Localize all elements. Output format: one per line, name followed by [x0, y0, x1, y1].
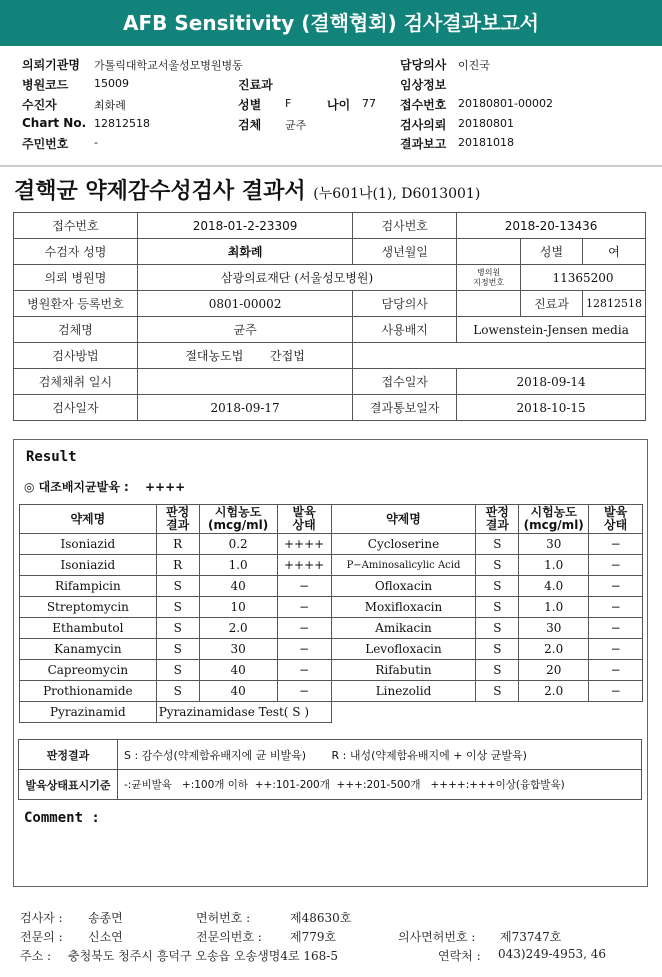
institution-value: 가톨릭대학교서울성모병원병동 — [94, 59, 243, 72]
right-growth-cell: − — [589, 639, 643, 660]
judge-legend-s: S : 감수성(약제함유배지에 균 비발육) — [124, 748, 307, 762]
right-judge-cell: S — [476, 618, 519, 639]
right-conc-cell: 1.0 — [519, 597, 589, 618]
tester-label: 검사자 : — [20, 911, 63, 925]
hospital-code-value: 15009 — [94, 77, 129, 90]
left-conc-cell: 10 — [199, 597, 277, 618]
right-judge-cell: S — [476, 681, 519, 702]
header-drug-2: 약제명 — [331, 505, 476, 534]
result-section — [13, 439, 648, 887]
right-growth-cell: − — [589, 576, 643, 597]
request-label: 검사의뢰 — [400, 118, 447, 132]
reg-label: 병원환자 등록번호 — [14, 291, 138, 317]
control-label: ◎ 대조배지균발육 : — [24, 480, 129, 494]
right-drug-cell: P−Aminosalicylic Acid — [331, 555, 476, 576]
sex-cell: 여 — [582, 239, 645, 265]
right-drug-cell: Rifabutin — [331, 660, 476, 681]
dept-cell: 12812518 — [582, 291, 645, 317]
drug-table — [19, 504, 643, 723]
drug-table-body — [20, 534, 643, 723]
header-judge-2: 판정 결과 — [476, 505, 519, 534]
doctor-license-label: 의사면허번호 : — [398, 930, 476, 944]
document-title-text: 결핵균 약제감수성검사 결과서 — [14, 178, 306, 204]
method-1: 절대농도법 — [185, 349, 244, 363]
left-conc-cell: 40 — [199, 660, 277, 681]
right-conc-cell: 20 — [519, 660, 589, 681]
drug-table-header — [20, 505, 643, 534]
hospital-name: 삼광의료재단 (서울성모병원) — [137, 265, 456, 291]
reg-no: 0801-00002 — [137, 291, 352, 317]
right-conc-cell: 2.0 — [519, 639, 589, 660]
table-row-pyrazinamid — [20, 702, 643, 723]
left-growth-cell: ++++ — [277, 555, 331, 576]
collect-label: 검체채취 일시 — [14, 369, 138, 395]
right-growth-cell: − — [589, 681, 643, 702]
sex-label: 성별 — [238, 98, 262, 112]
media-label: 사용배지 — [353, 317, 457, 343]
right-growth-cell: − — [589, 597, 643, 618]
id-value: - — [94, 136, 98, 149]
right-judge-cell: S — [476, 660, 519, 681]
table-row — [20, 576, 643, 597]
left-conc-cell: 40 — [199, 681, 277, 702]
left-conc-cell: 40 — [199, 576, 277, 597]
growth-legend-label: 발육상태표시기준 — [19, 770, 118, 800]
table-row — [20, 660, 643, 681]
left-conc-cell: 2.0 — [199, 618, 277, 639]
spec-license-value: 제779호 — [290, 930, 337, 944]
designated-no: 11365200 — [521, 265, 646, 291]
judge-legend — [118, 740, 642, 770]
right-judge-cell: S — [476, 639, 519, 660]
left-drug-cell: Isoniazid — [20, 534, 157, 555]
receipt-label: 접수번호 — [400, 98, 447, 112]
header-conc-2: 시험농도 (mcg/ml) — [519, 505, 589, 534]
right-drug-cell: Cycloserine — [331, 534, 476, 555]
specimen-label: 검체 — [238, 118, 262, 132]
right-growth-cell: − — [589, 534, 643, 555]
left-growth-cell: − — [277, 639, 331, 660]
report-meta — [0, 50, 662, 162]
specimen-cell: 균주 — [137, 317, 352, 343]
designated-label — [457, 265, 521, 291]
table-row — [20, 681, 643, 702]
institution-label: 의뢰기관명 — [22, 58, 80, 72]
collect-value — [137, 369, 352, 395]
left-drug-cell: Capreomycin — [20, 660, 157, 681]
specialist-label: 전문의 : — [20, 930, 63, 944]
left-judge-cell: S — [156, 618, 199, 639]
designated-label-2: 지정번호 — [473, 277, 505, 287]
right-judge-cell: S — [476, 597, 519, 618]
receipt-no-label: 접수번호 — [14, 213, 138, 239]
left-judge-cell: S — [156, 576, 199, 597]
header-judge: 판정 결과 — [156, 505, 199, 534]
report-date-label: 결과보고 — [400, 137, 447, 151]
document-subtitle: (누601나(1), D6013001) — [313, 186, 481, 202]
left-judge-cell: R — [156, 555, 199, 576]
specimen-value: 균주 — [285, 119, 307, 132]
left-judge-cell: S — [156, 681, 199, 702]
table-row — [20, 534, 643, 555]
doctor-license-value: 제73747호 — [500, 930, 562, 944]
left-conc-cell: 30 — [199, 639, 277, 660]
license-value: 제48630호 — [290, 911, 352, 925]
receipt-value: 20180801-00002 — [458, 97, 553, 110]
right-conc-cell: 30 — [519, 618, 589, 639]
specimen-cell-label: 검체명 — [14, 317, 138, 343]
clinical-label: 임상정보 — [400, 78, 447, 92]
right-growth-cell: − — [589, 618, 643, 639]
contact-label: 연락처 : — [438, 949, 481, 963]
accept-date: 2018-09-14 — [457, 369, 646, 395]
doctor-label: 담당의사 — [400, 58, 447, 72]
right-drug-cell: Linezolid — [331, 681, 476, 702]
header-growth-2: 발육 상태 — [589, 505, 643, 534]
comment-label: Comment : — [24, 810, 100, 826]
left-drug-cell: Streptomycin — [20, 597, 157, 618]
pyrazinamid-test: Pyrazinamidase Test( S ) — [156, 702, 331, 723]
method-value — [137, 343, 352, 369]
report-date-value: 20181018 — [458, 136, 514, 149]
age-value: 77 — [362, 97, 376, 110]
doctor-value: 이진국 — [458, 59, 490, 72]
dept-cell-label: 진료과 — [521, 291, 583, 317]
left-growth-cell: − — [277, 660, 331, 681]
header-drug: 약제명 — [20, 505, 157, 534]
left-drug-cell: Rifampicin — [20, 576, 157, 597]
left-growth-cell: − — [277, 681, 331, 702]
media-value: Lowenstein-Jensen media — [457, 317, 646, 343]
exam-date: 2018-09-17 — [137, 395, 352, 421]
left-drug-cell: Isoniazid — [20, 555, 157, 576]
left-conc-cell: 0.2 — [199, 534, 277, 555]
notify-date: 2018-10-15 — [457, 395, 646, 421]
left-growth-cell: − — [277, 576, 331, 597]
hospital-code-label: 병원코드 — [22, 78, 69, 92]
spec-license-label: 전문의번호 : — [196, 930, 262, 944]
chart-label: Chart No. — [22, 116, 87, 130]
designated-label-1: 병의원 — [476, 267, 501, 277]
left-drug-cell: Ethambutol — [20, 618, 157, 639]
request-value: 20180801 — [458, 117, 514, 130]
header-conc: 시험농도 (mcg/ml) — [199, 505, 277, 534]
left-drug-cell: Kanamycin — [20, 639, 157, 660]
right-conc-cell: 1.0 — [519, 555, 589, 576]
tester-value: 송종면 — [88, 911, 123, 925]
sex-value: F — [285, 97, 292, 110]
license-label: 면허번호 : — [196, 911, 251, 925]
age-label: 나이 — [327, 98, 351, 112]
doctor-cell — [457, 291, 521, 317]
exam-date-label: 검사일자 — [14, 395, 138, 421]
address-label: 주소 : — [20, 949, 52, 963]
method-2: 간접법 — [270, 349, 305, 363]
right-growth-cell: − — [589, 555, 643, 576]
notify-label: 결과통보일자 — [353, 395, 457, 421]
hospital-label: 의뢰 병원명 — [14, 265, 138, 291]
receipt-no: 2018-01-2-23309 — [137, 213, 352, 239]
id-label: 주민번호 — [22, 137, 69, 151]
address-value: 충청북도 청주시 흥덕구 오송읍 오송생명4로 168-5 — [68, 949, 338, 963]
left-growth-cell: − — [277, 618, 331, 639]
result-title: Result — [26, 449, 77, 465]
document-title — [14, 174, 480, 205]
left-judge-cell: R — [156, 534, 199, 555]
left-judge-cell: S — [156, 597, 199, 618]
right-drug-cell: Levofloxacin — [331, 639, 476, 660]
right-drug-cell: Amikacin — [331, 618, 476, 639]
table-row — [20, 597, 643, 618]
report-header — [0, 0, 662, 46]
right-judge-cell: S — [476, 555, 519, 576]
left-conc-cell: 1.0 — [199, 555, 277, 576]
right-growth-cell: − — [589, 660, 643, 681]
method-label: 검사방법 — [14, 343, 138, 369]
legend-table — [18, 739, 642, 800]
judge-legend-label: 판정결과 — [19, 740, 118, 770]
control-growth — [24, 478, 185, 495]
info-table — [13, 212, 646, 421]
accept-label: 접수일자 — [353, 369, 457, 395]
contact-value: 043)249-4953, 46 — [498, 947, 606, 961]
patient-name: 최화례 — [137, 239, 352, 265]
right-conc-cell: 4.0 — [519, 576, 589, 597]
pyrazinamid-empty — [331, 702, 642, 723]
dept-label: 진료과 — [238, 78, 273, 92]
right-judge-cell: S — [476, 576, 519, 597]
report-footer — [0, 905, 662, 975]
doctor-cell-label: 담당의사 — [353, 291, 457, 317]
right-judge-cell: S — [476, 534, 519, 555]
right-drug-cell: Moxifloxacin — [331, 597, 476, 618]
left-judge-cell: S — [156, 639, 199, 660]
table-row — [20, 639, 643, 660]
divider — [0, 165, 662, 167]
judge-legend-r: R : 내성(약제함유배지에 + 이상 균발육) — [331, 748, 527, 762]
pyrazinamid-drug: Pyrazinamid — [20, 702, 157, 723]
left-drug-cell: Prothionamide — [20, 681, 157, 702]
left-growth-cell: − — [277, 597, 331, 618]
left-judge-cell: S — [156, 660, 199, 681]
report-title: AFB Sensitivity (결핵협회) 검사결과보고서 — [123, 11, 539, 35]
birth-value — [457, 239, 521, 265]
growth-legend: -:균비발육 +:100개 이하 ++:101-200개 +++:201-500개 ++++:+++이상(융합발육) — [118, 770, 642, 800]
right-conc-cell: 30 — [519, 534, 589, 555]
specialist-value: 신소연 — [88, 930, 123, 944]
birth-label: 생년월일 — [353, 239, 457, 265]
patient-label: 수진자 — [22, 98, 57, 112]
left-growth-cell: ++++ — [277, 534, 331, 555]
exam-no: 2018-20-13436 — [457, 213, 646, 239]
right-drug-cell: Ofloxacin — [331, 576, 476, 597]
table-row — [20, 618, 643, 639]
method-empty — [353, 343, 646, 369]
control-value: ++++ — [144, 480, 186, 494]
patient-name-label: 수검자 성명 — [14, 239, 138, 265]
exam-no-label: 검사번호 — [353, 213, 457, 239]
sex-cell-label: 성별 — [521, 239, 583, 265]
right-conc-cell: 2.0 — [519, 681, 589, 702]
header-growth: 발육 상태 — [277, 505, 331, 534]
patient-value: 최화례 — [94, 99, 126, 112]
table-row — [20, 555, 643, 576]
chart-value: 12812518 — [94, 117, 150, 130]
